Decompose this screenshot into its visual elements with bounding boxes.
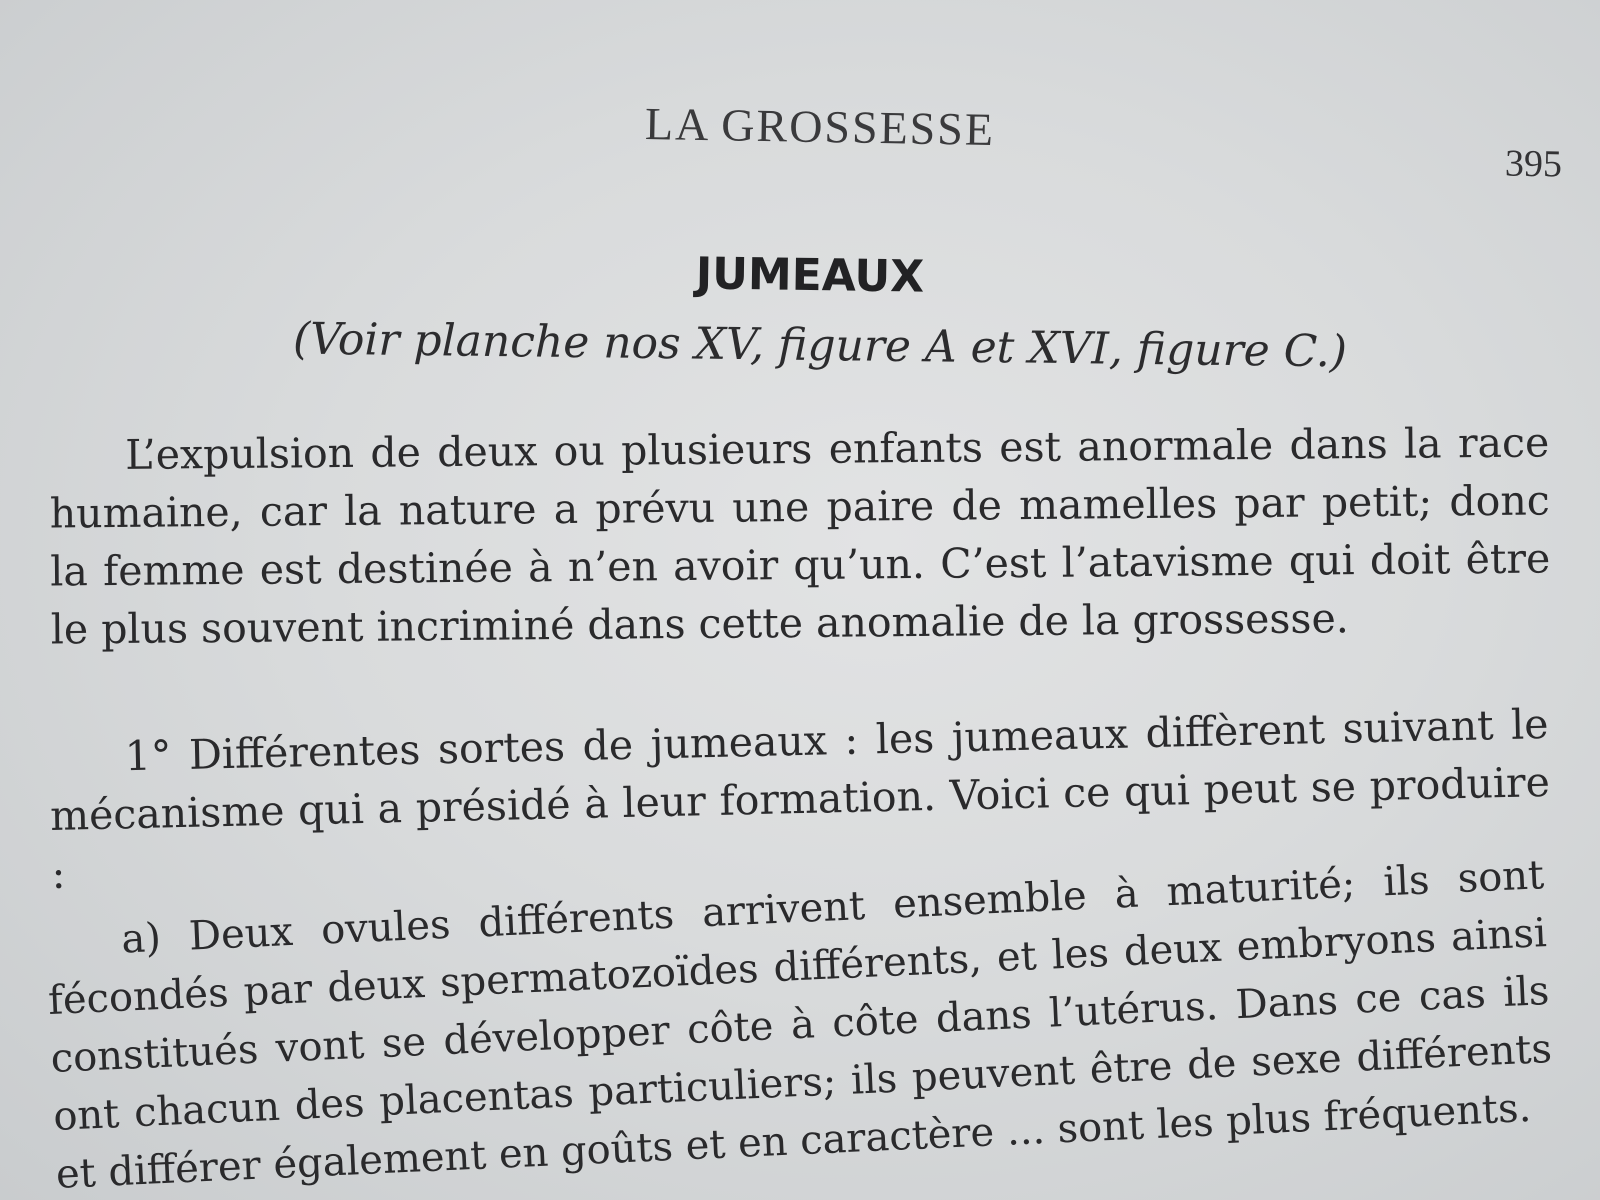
- page-number: 395: [1504, 142, 1563, 186]
- paragraph-3: [44, 846, 1556, 1200]
- paragraph-text: a) Deux ovules différents arrivent ensemble à maturité; ils sont fécondés par deux spermatozoïdes différents, et les deux embryons ainsi constitués vont se développer côte à côte dans l’utérus. Dans ce cas ils ont chacun des placentas particuliers; ils peuvent être de sexe différents et différer également en goûts et en caractère ... sont les plus fréquents.: [47, 852, 1553, 1198]
- running-head: LA GROSSESSE: [644, 97, 996, 156]
- section-title: JUMEAUX: [695, 248, 925, 303]
- paragraph-text: L’expulsion de deux ou plusieurs enfants est anormale dans la race humaine, car la nature a prévu une paire de mamelles par petit; donc la femme est destinée à n’en avoir qu’un. C’est l’atavisme qui doit être le plus souvent incriminé dans cette anomalie de la grossesse.: [49, 418, 1551, 654]
- paragraph-text: 1° Différentes sortes de jumeaux : les jumeaux diffèrent suivant le mécanisme qui a présidé à leur formation. Voici ce qui peut se produire :: [49, 700, 1551, 898]
- paragraph-1: [49, 413, 1551, 658]
- section-subtitle: (Voir planche nos XV, figure A et XVI, figure C.): [292, 313, 1348, 378]
